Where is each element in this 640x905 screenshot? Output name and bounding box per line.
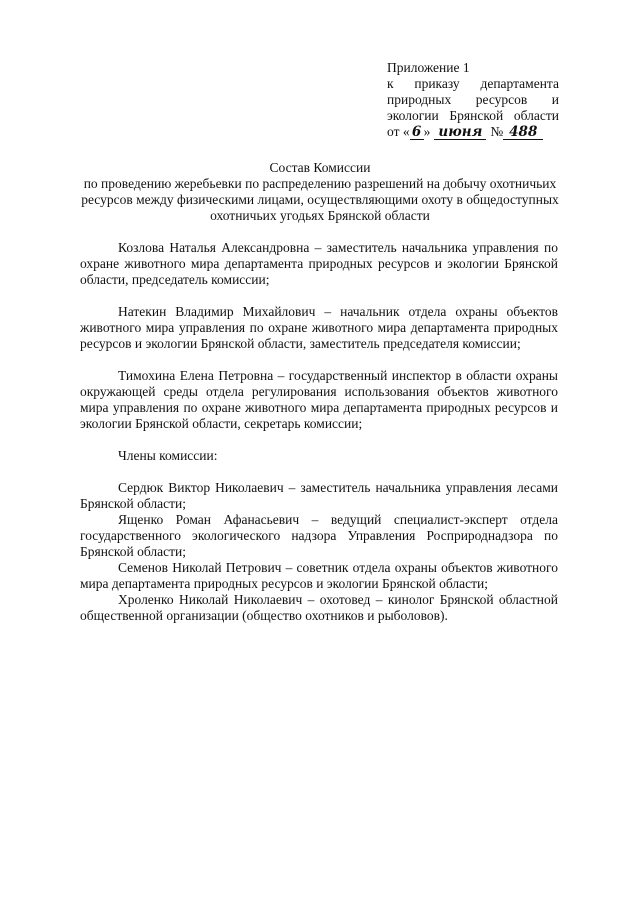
date-month-handwritten: июня [434, 125, 486, 140]
member-item: Ященко Роман Афанасьевич – ведущий специалист-эксперт отдела государственного экологического надзора Управления Росприроднадзора по Брянской области; [80, 512, 558, 559]
annex-department-line: природных ресурсов и [387, 92, 559, 107]
annex-block [387, 60, 559, 140]
official-deputy-chairman: Натекин Владимир Михайлович – начальник отдела охраны объектов животного мира управления по охране животного мира департамента природных ресурсов и экологии Брянской области, заместитель председателя комиссии; [80, 304, 558, 351]
official-secretary: Тимохина Елена Петровна – государственный инспектор в области охраны окружающей среды отдела регулирования использования объектов животного мира управления по охране животного мира департамента природных ресурсов и экологии Брянской области, секретарь комиссии; [80, 368, 558, 431]
order-number-handwritten: 488 [503, 125, 543, 140]
annex-title: Приложение 1 [387, 60, 470, 75]
members-heading: Члены комиссии: [118, 448, 218, 463]
date-close-quote: » [423, 124, 431, 139]
member-item: Семенов Николай Петрович – советник отдела охраны объектов животного мира департамента природных ресурсов и экологии Брянской области; [80, 560, 558, 591]
annex-date-line [387, 124, 559, 140]
member-item: Хроленко Николай Николаевич – охотовед – кинолог Брянской областной общественной организации (общество охотников и рыболовов). [80, 592, 558, 623]
commission-body [80, 240, 558, 624]
document-subtitle: по проведению жеребьевки по распределению разрешений на добычу охотничьих ресурсов между физическими лицами, осуществляющими охоту в общедоступных охотничьих угодьях Брянской области [81, 176, 559, 223]
date-day-handwritten: 6 [410, 125, 424, 140]
member-item: Сердюк Виктор Николаевич – заместитель начальника управления лесами Брянской области; [80, 480, 558, 511]
document-title: Состав Комиссии [269, 160, 371, 175]
number-sign: № [490, 124, 504, 139]
annex-region-line: экологии Брянской области [387, 108, 559, 123]
date-prefix: от « [387, 124, 410, 139]
annex-order-ref: к приказу департамента [387, 76, 559, 91]
official-chairman: Козлова Наталья Александровна – заместитель начальника управления по охране животного мира департамента природных ресурсов и экологии Брянской области, председатель комиссии; [80, 240, 558, 287]
